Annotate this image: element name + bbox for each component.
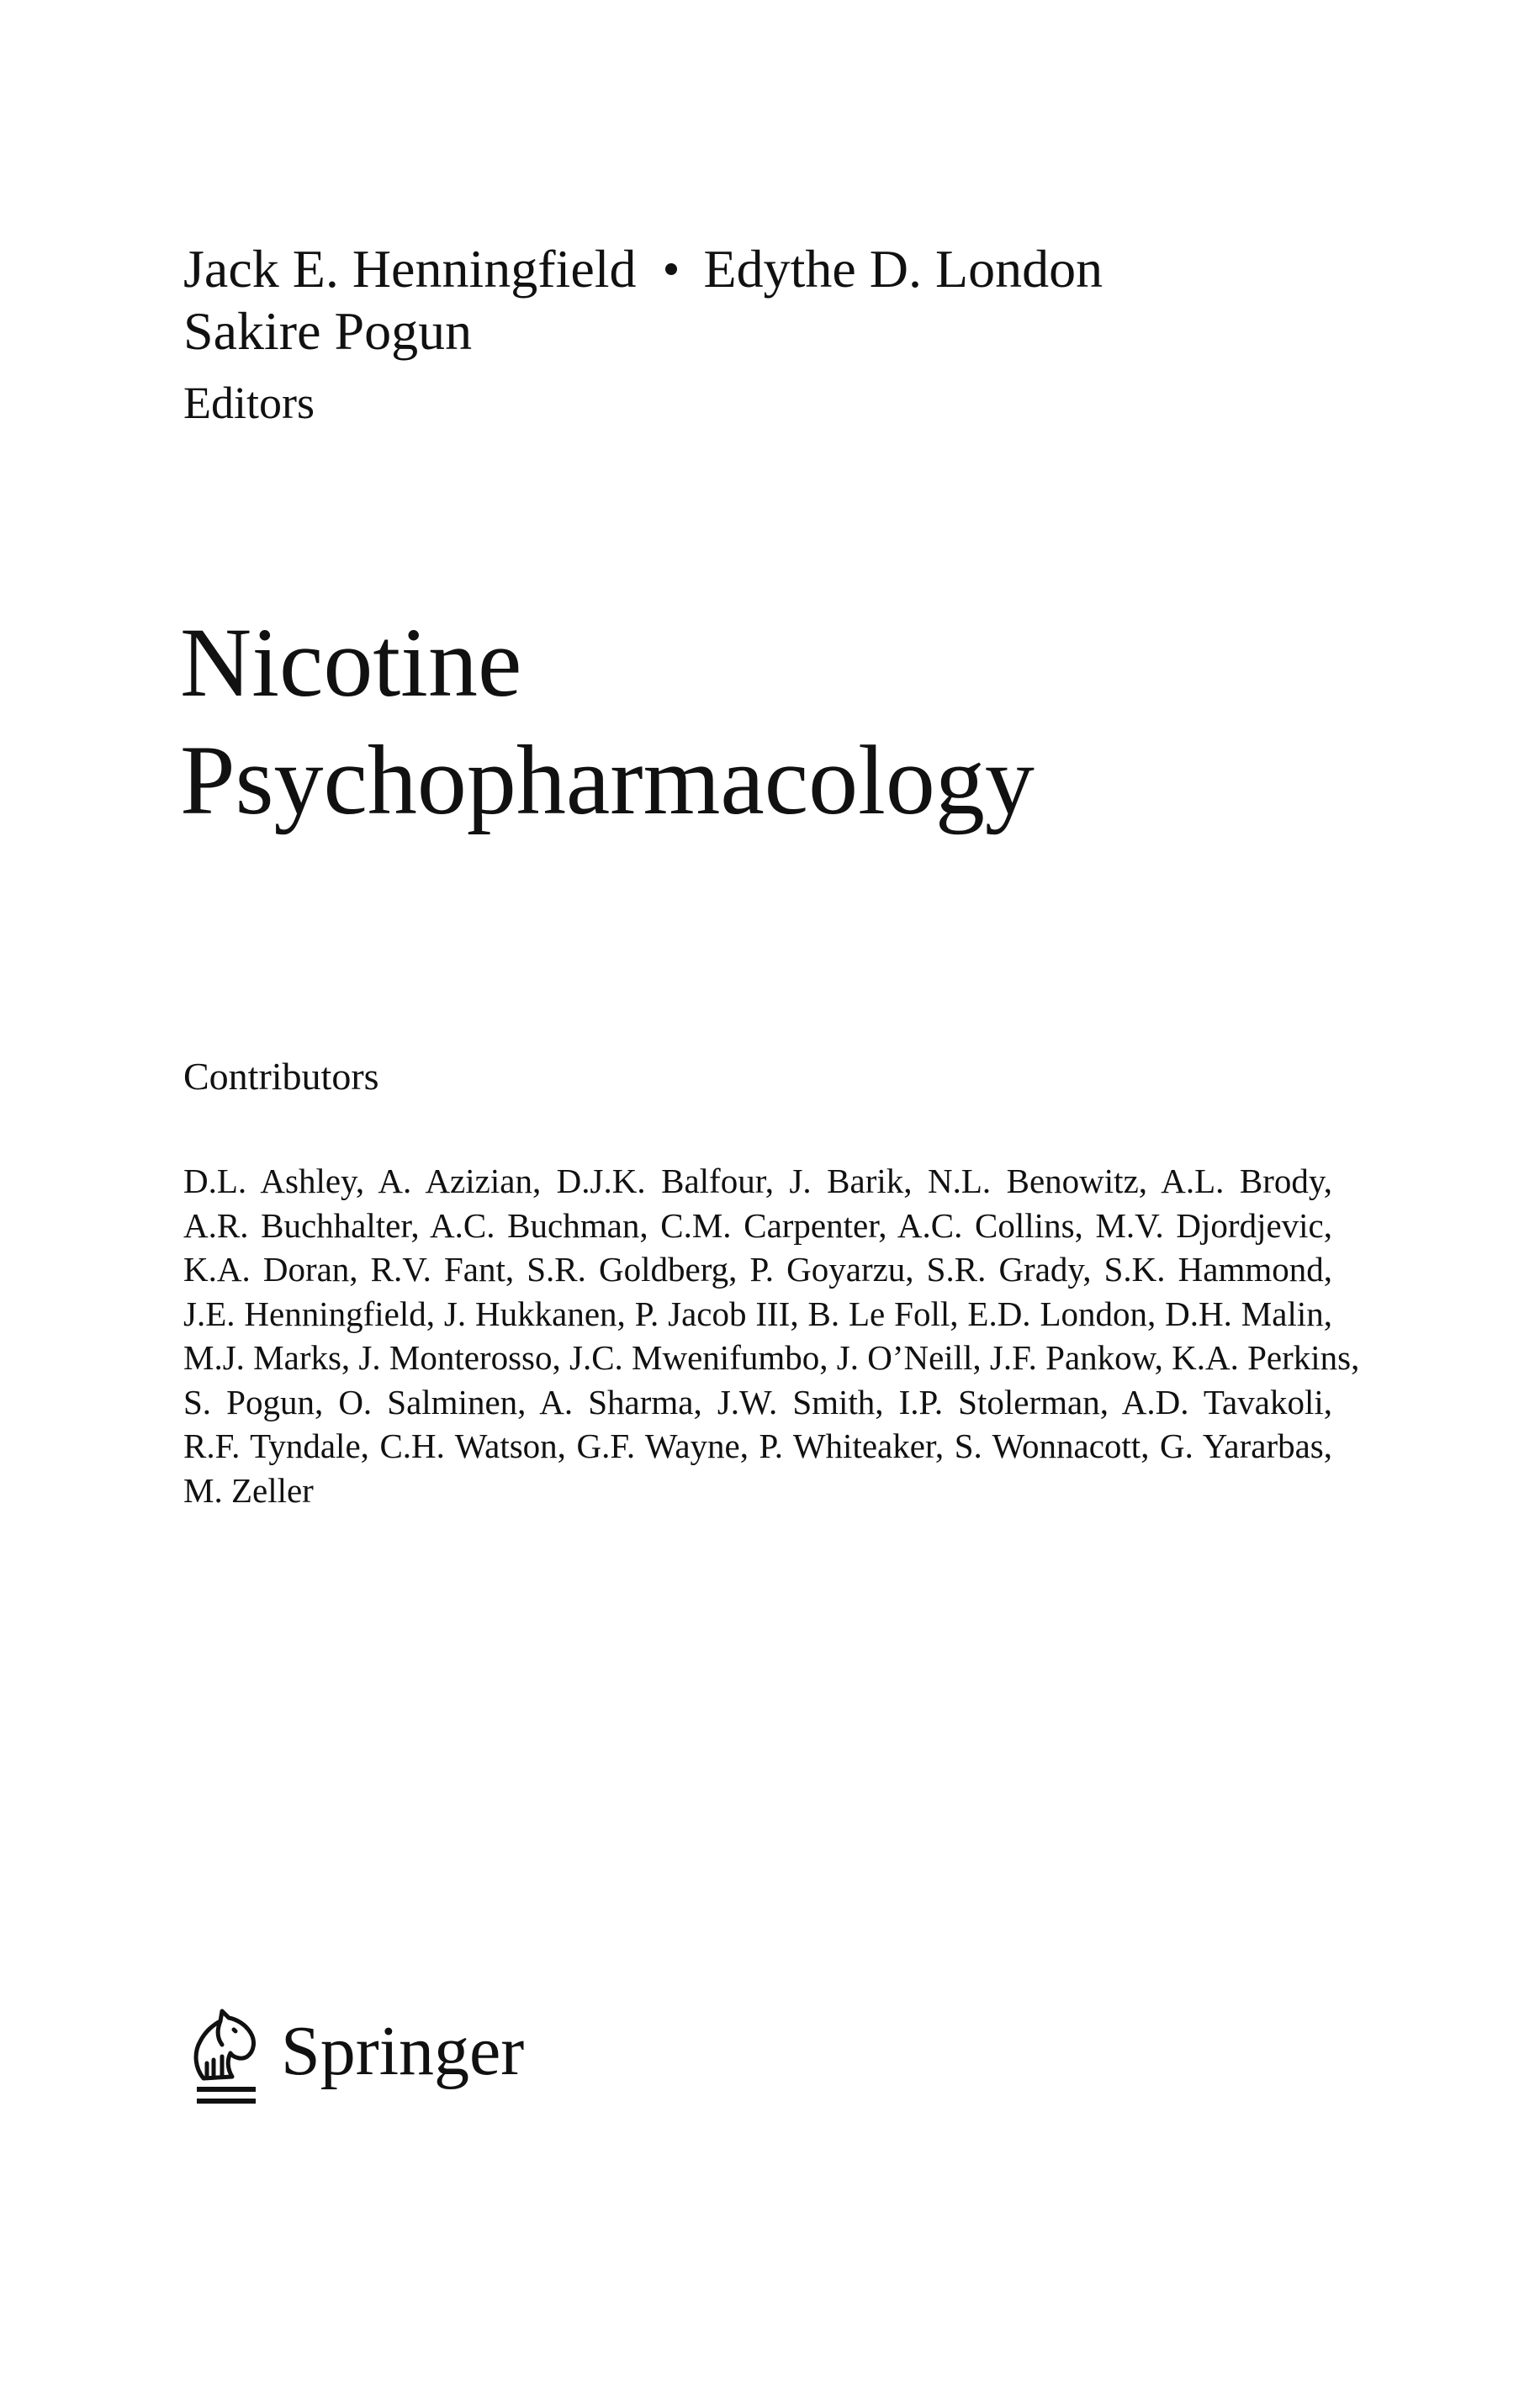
contributors-line: M.J. Marks, J. Monterosso, J.C. Mwenifumbo, J. O’Neill, J.F. Pankow, K.A. Perkins, [183, 1338, 1360, 1377]
editors-block [183, 238, 1361, 430]
book-title-line-1: Nicotine [180, 607, 522, 717]
contributors-heading: Contributors [183, 1055, 379, 1098]
contributors-list [183, 1159, 1360, 1512]
editors-role-label: Editors [183, 378, 315, 428]
contributors-line: D.L. Ashley, A. Azizian, D.J.K. Balfour, J. Barik, N.L. Benowitz, A.L. Brody, [183, 1162, 1332, 1200]
editor-line-1 [183, 238, 1361, 300]
editor-name: Edythe D. London [703, 239, 1103, 299]
publisher-imprint [183, 1998, 524, 2115]
publisher-name: Springer [281, 2012, 525, 2090]
book-title-line-2: Psychopharmacology [180, 725, 1035, 835]
contributors-line: A.R. Buchhalter, A.C. Buchman, C.M. Carpenter, A.C. Collins, M.V. Djordjevic, [183, 1205, 1332, 1245]
editor-name: Sakire Pogun [183, 301, 473, 361]
bullet-separator-icon [665, 263, 677, 275]
editor-line-2 [183, 300, 1361, 363]
contributors-line: R.F. Tyndale, C.H. Watson, G.F. Wayne, P. Whiteaker, S. Wonnacott, G. Yararbas, [183, 1427, 1332, 1465]
contributors-line: M. Zeller [183, 1470, 314, 1510]
contributors-line: K.A. Doran, R.V. Fant, S.R. Goldberg, P. Goyarzu, S.R. Grady, S.K. Hammond, [183, 1250, 1332, 1289]
springer-horse-icon [183, 2004, 266, 2109]
contributors-line: J.E. Henningfield, J. Hukkanen, P. Jacob III, B. Le Foll, E.D. London, D.H. Malin, [183, 1294, 1332, 1333]
editor-name: Jack E. Henningfield [183, 239, 637, 299]
contributors-line: S. Pogun, O. Salminen, A. Sharma, J.W. Smith, I.P. Stolerman, A.D. Tavakoli, [183, 1382, 1332, 1421]
book-title [180, 604, 1442, 839]
